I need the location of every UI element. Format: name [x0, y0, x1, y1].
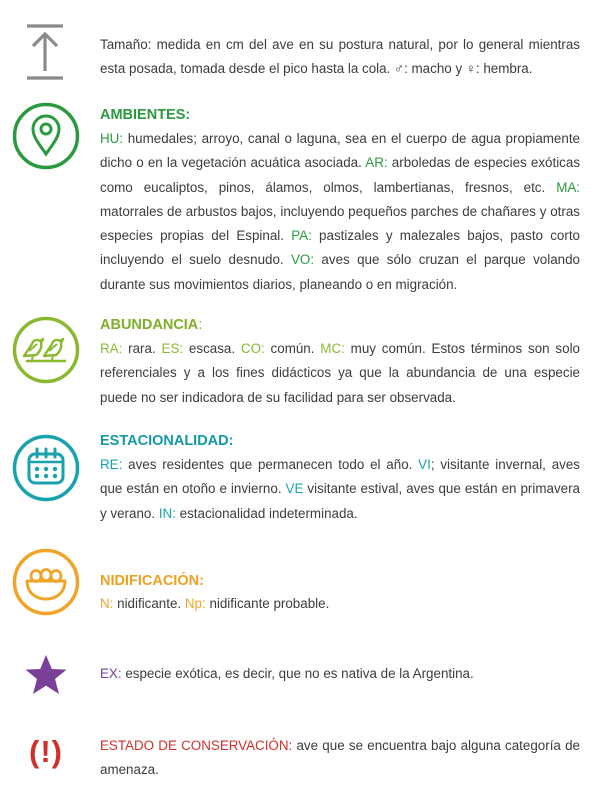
conservacion-text [100, 734, 580, 783]
two-birds-icon [12, 316, 80, 384]
code-ar: AR: [365, 155, 388, 171]
exotica-text [100, 662, 580, 686]
desc-np: nidificante probable. [205, 596, 330, 611]
tamano-text: Tamaño: medida en cm del ave en su postura natural, por lo general mientras esta posada, tomada desde el pico hasta la cola. ♂: macho y ♀: hembra. [100, 37, 580, 77]
nest-eggs-icon [12, 548, 80, 616]
size-arrow-icon [12, 22, 78, 82]
abundancia-text [100, 314, 580, 410]
location-pin-icon [12, 102, 80, 170]
estacionalidad-heading: ESTACIONALIDAD: [100, 433, 234, 449]
code-re: RE: [100, 457, 123, 472]
calendar-icon [12, 434, 80, 502]
code-co: CO: [240, 341, 265, 356]
code-hu: HU: [100, 131, 124, 146]
nidificacion-text [100, 570, 580, 616]
desc-in: estacionalidad indeterminada. [175, 505, 358, 521]
desc-vi: ; visitante invernal, aves que están en otoño e invierno. [100, 457, 580, 497]
desc-pa: pastizales y malezales bajos, pasto corto incluyendo el suelo desnudo. [100, 228, 580, 268]
desc-vo: aves que sólo cruzan el parque volando durante sus movimientos diarios, planeando o en migración. [100, 252, 580, 292]
desc-ma: matorrales de arbustos bajos, incluyendo pequeños parches de chañares y otras especies propias del Espinal. [100, 203, 580, 244]
desc-ra: rara. [122, 341, 162, 356]
desc-es: escasa. [183, 341, 241, 356]
abundancia-heading: ABUNDANCIA: [100, 317, 203, 333]
code-conservacion: ESTADO DE CONSERVACIÓN: [100, 738, 293, 753]
code-ra: RA: [100, 341, 123, 356]
desc-hu: humedales; arroyo, canal o laguna, sea en el cuerpo de agua propiamente dicho o en la vegetación acuática asociada. [100, 131, 580, 171]
estacionalidad-text [100, 430, 580, 526]
desc-ar: arboledas de especies exóticas como eucaliptos, pinos, álamos, olmos, lambertianas, fresnos, etc. [100, 155, 581, 195]
ambientes-heading: AMBIENTES: [100, 107, 191, 123]
desc-conservacion: ave que se encuentra bajo alguna categoría de amenaza. [100, 738, 580, 778]
nidificacion-heading: NIDIFICACIÓN: [100, 573, 204, 589]
desc-ex: especie exótica, es decir, que no es nativa de la Argentina. [121, 666, 474, 681]
code-ex: EX: [100, 666, 122, 681]
desc-n: nidificante. [113, 596, 185, 611]
ambientes-text [100, 104, 580, 297]
code-vi: VI [418, 457, 431, 472]
code-np: Np: [184, 596, 206, 611]
code-vo: VO: [291, 252, 315, 268]
code-n: N: [100, 596, 114, 611]
code-es: ES: [161, 341, 184, 356]
code-pa: PA: [291, 228, 312, 244]
star-icon [12, 653, 80, 697]
code-mc: MC: [320, 341, 345, 356]
desc-re: aves residentes que permanecen todo el año. [122, 457, 419, 472]
desc-co: común. [264, 341, 321, 356]
code-ve: VE [285, 481, 304, 497]
alert-icon: (!) [29, 734, 63, 769]
code-in: IN: [158, 505, 176, 521]
code-ma: MA: [556, 179, 580, 195]
desc-mc: muy común. Estos términos son solo referenciales y a los fines didácticos ya que la abundancia de una especie puede no ser indicadora de su facilidad para ser observada. [100, 341, 580, 405]
desc-ve: visitante estival, aves que están en primavera y verano. [100, 481, 581, 521]
